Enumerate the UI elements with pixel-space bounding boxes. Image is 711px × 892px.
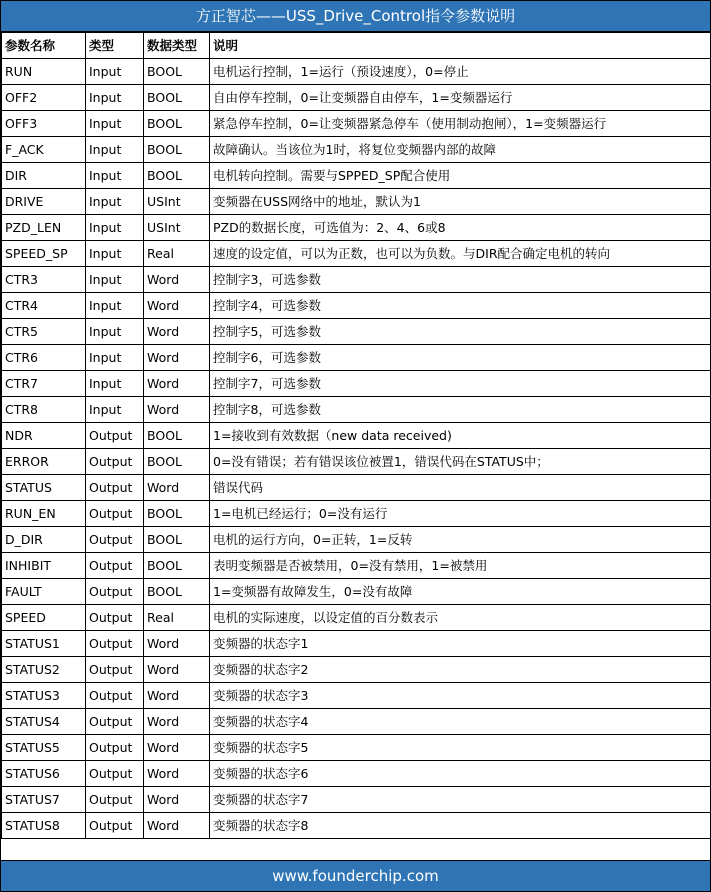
param-name-cell: STATUS4 xyxy=(2,709,86,735)
table-header-row xyxy=(2,33,711,59)
param-name-cell: DIR xyxy=(2,163,86,189)
data-type-cell: BOOL xyxy=(144,163,210,189)
parameter-table xyxy=(1,32,711,839)
footer-url: www.founderchip.com xyxy=(272,867,439,885)
table-row xyxy=(2,475,711,501)
description-cell: 电机运行控制，1=运行（预设速度），0=停止 xyxy=(210,59,711,85)
type-cell: Output xyxy=(86,423,144,449)
type-cell: Output xyxy=(86,579,144,605)
description-cell: 变频器的状态字6 xyxy=(210,761,711,787)
type-cell: Input xyxy=(86,137,144,163)
param-name-cell: OFF3 xyxy=(2,111,86,137)
data-type-cell: Word xyxy=(144,631,210,657)
description-cell: 控制字3，可选参数 xyxy=(210,267,711,293)
description-cell: 错误代码 xyxy=(210,475,711,501)
table-row xyxy=(2,293,711,319)
param-name-cell: RUN xyxy=(2,59,86,85)
description-cell: 自由停车控制，0=让变频器自由停车，1=变频器运行 xyxy=(210,85,711,111)
table-row xyxy=(2,657,711,683)
table-body xyxy=(2,59,711,839)
data-type-cell: BOOL xyxy=(144,579,210,605)
description-cell: 变频器的状态字2 xyxy=(210,657,711,683)
data-type-cell: USInt xyxy=(144,215,210,241)
data-type-cell: Word xyxy=(144,813,210,839)
description-cell: 控制字5，可选参数 xyxy=(210,319,711,345)
type-cell: Input xyxy=(86,85,144,111)
param-name-cell: OFF2 xyxy=(2,85,86,111)
type-cell: Output xyxy=(86,553,144,579)
type-cell: Output xyxy=(86,605,144,631)
data-type-cell: Word xyxy=(144,345,210,371)
description-cell: 变频器的状态字7 xyxy=(210,787,711,813)
param-name-cell: STATUS3 xyxy=(2,683,86,709)
footer-bar xyxy=(1,860,710,891)
type-cell: Input xyxy=(86,371,144,397)
data-type-cell: Word xyxy=(144,709,210,735)
param-name-cell: PZD_LEN xyxy=(2,215,86,241)
table-row xyxy=(2,553,711,579)
param-name-cell: CTR5 xyxy=(2,319,86,345)
param-name-cell: STATUS8 xyxy=(2,813,86,839)
page-title: 方正智芯——USS_Drive_Control指令参数说明 xyxy=(195,7,516,25)
table-row xyxy=(2,813,711,839)
data-type-cell: Word xyxy=(144,371,210,397)
description-cell: 变频器的状态字5 xyxy=(210,735,711,761)
type-cell: Output xyxy=(86,813,144,839)
description-cell: 0=没有错误；若有错误该位被置1，错误代码在STATUS中； xyxy=(210,449,711,475)
table-row xyxy=(2,761,711,787)
table-row xyxy=(2,527,711,553)
description-cell: 变频器的状态字3 xyxy=(210,683,711,709)
data-type-cell: Word xyxy=(144,475,210,501)
param-name-cell: STATUS6 xyxy=(2,761,86,787)
param-name-cell: CTR6 xyxy=(2,345,86,371)
table-row xyxy=(2,423,711,449)
data-type-cell: Word xyxy=(144,267,210,293)
type-cell: Input xyxy=(86,267,144,293)
type-cell: Output xyxy=(86,761,144,787)
table-row xyxy=(2,345,711,371)
description-cell: 电机的运行方向，0=正转，1=反转 xyxy=(210,527,711,553)
param-name-cell: STATUS5 xyxy=(2,735,86,761)
type-cell: Input xyxy=(86,319,144,345)
table-row xyxy=(2,215,711,241)
type-cell: Output xyxy=(86,735,144,761)
param-name-cell: CTR4 xyxy=(2,293,86,319)
param-name-cell: RUN_EN xyxy=(2,501,86,527)
type-cell: Input xyxy=(86,397,144,423)
table-row xyxy=(2,579,711,605)
type-cell: Input xyxy=(86,111,144,137)
param-name-cell: CTR8 xyxy=(2,397,86,423)
type-cell: Output xyxy=(86,527,144,553)
table-row xyxy=(2,735,711,761)
param-name-cell: NDR xyxy=(2,423,86,449)
data-type-cell: BOOL xyxy=(144,137,210,163)
description-cell: 1=电机已经运行；0=没有运行 xyxy=(210,501,711,527)
header-description: 说明 xyxy=(210,33,711,59)
table-row xyxy=(2,501,711,527)
param-name-cell: FAULT xyxy=(2,579,86,605)
description-cell: 速度的设定值，可以为正数，也可以为负数。与DIR配合确定电机的转向 xyxy=(210,241,711,267)
data-type-cell: BOOL xyxy=(144,501,210,527)
data-type-cell: BOOL xyxy=(144,423,210,449)
description-cell: 变频器在USS网络中的地址，默认为1 xyxy=(210,189,711,215)
table-row xyxy=(2,605,711,631)
table-row xyxy=(2,137,711,163)
data-type-cell: Word xyxy=(144,761,210,787)
description-cell: 变频器的状态字1 xyxy=(210,631,711,657)
table-row xyxy=(2,319,711,345)
description-cell: 控制字4，可选参数 xyxy=(210,293,711,319)
data-type-cell: Word xyxy=(144,293,210,319)
table-row xyxy=(2,111,711,137)
description-cell: 控制字7，可选参数 xyxy=(210,371,711,397)
data-type-cell: BOOL xyxy=(144,59,210,85)
table-row xyxy=(2,449,711,475)
description-cell: 1=变频器有故障发生，0=没有故障 xyxy=(210,579,711,605)
data-type-cell: Word xyxy=(144,787,210,813)
param-name-cell: CTR7 xyxy=(2,371,86,397)
type-cell: Input xyxy=(86,345,144,371)
type-cell: Input xyxy=(86,59,144,85)
param-name-cell: STATUS7 xyxy=(2,787,86,813)
param-name-cell: CTR3 xyxy=(2,267,86,293)
description-cell: 控制字6，可选参数 xyxy=(210,345,711,371)
description-cell: 变频器的状态字4 xyxy=(210,709,711,735)
param-name-cell: INHIBIT xyxy=(2,553,86,579)
param-name-cell: STATUS2 xyxy=(2,657,86,683)
data-type-cell: Real xyxy=(144,241,210,267)
header-type: 类型 xyxy=(86,33,144,59)
table-row xyxy=(2,683,711,709)
table-row xyxy=(2,59,711,85)
description-cell: 1=接收到有效数据（new data received) xyxy=(210,423,711,449)
data-type-cell: BOOL xyxy=(144,553,210,579)
data-type-cell: BOOL xyxy=(144,449,210,475)
data-type-cell: Word xyxy=(144,397,210,423)
data-type-cell: BOOL xyxy=(144,111,210,137)
type-cell: Output xyxy=(86,683,144,709)
title-bar xyxy=(1,1,710,32)
type-cell: Output xyxy=(86,475,144,501)
description-cell: 表明变频器是否被禁用，0=没有禁用，1=被禁用 xyxy=(210,553,711,579)
param-name-cell: D_DIR xyxy=(2,527,86,553)
data-type-cell: Word xyxy=(144,683,210,709)
description-cell: 故障确认。当该位为1时，将复位变频器内部的故障 xyxy=(210,137,711,163)
table-row xyxy=(2,371,711,397)
param-name-cell: F_ACK xyxy=(2,137,86,163)
table-row xyxy=(2,241,711,267)
description-cell: 控制字8，可选参数 xyxy=(210,397,711,423)
description-cell: 电机的实际速度，以设定值的百分数表示 xyxy=(210,605,711,631)
type-cell: Output xyxy=(86,631,144,657)
type-cell: Output xyxy=(86,449,144,475)
table-row xyxy=(2,709,711,735)
data-type-cell: Word xyxy=(144,319,210,345)
description-cell: PZD的数据长度，可选值为：2、4、6或8 xyxy=(210,215,711,241)
table-row xyxy=(2,397,711,423)
param-name-cell: DRIVE xyxy=(2,189,86,215)
param-name-cell: ERROR xyxy=(2,449,86,475)
param-name-cell: STATUS xyxy=(2,475,86,501)
data-type-cell: BOOL xyxy=(144,527,210,553)
type-cell: Output xyxy=(86,787,144,813)
header-param-name: 参数名称 xyxy=(2,33,86,59)
data-type-cell: BOOL xyxy=(144,85,210,111)
table-row xyxy=(2,267,711,293)
data-type-cell: Real xyxy=(144,605,210,631)
type-cell: Input xyxy=(86,241,144,267)
header-data-type: 数据类型 xyxy=(144,33,210,59)
description-cell: 电机转向控制。需要与SPPED_SP配合使用 xyxy=(210,163,711,189)
param-name-cell: SPEED_SP xyxy=(2,241,86,267)
param-name-cell: SPEED xyxy=(2,605,86,631)
description-cell: 变频器的状态字8 xyxy=(210,813,711,839)
table-row xyxy=(2,163,711,189)
type-cell: Input xyxy=(86,293,144,319)
table-row xyxy=(2,189,711,215)
data-type-cell: Word xyxy=(144,657,210,683)
type-cell: Output xyxy=(86,709,144,735)
table-row xyxy=(2,787,711,813)
table-row xyxy=(2,631,711,657)
type-cell: Input xyxy=(86,215,144,241)
type-cell: Output xyxy=(86,657,144,683)
data-type-cell: Word xyxy=(144,735,210,761)
table-row xyxy=(2,85,711,111)
description-cell: 紧急停车控制，0=让变频器紧急停车（使用制动抱闸），1=变频器运行 xyxy=(210,111,711,137)
type-cell: Input xyxy=(86,189,144,215)
type-cell: Output xyxy=(86,501,144,527)
data-type-cell: USInt xyxy=(144,189,210,215)
type-cell: Input xyxy=(86,163,144,189)
param-name-cell: STATUS1 xyxy=(2,631,86,657)
